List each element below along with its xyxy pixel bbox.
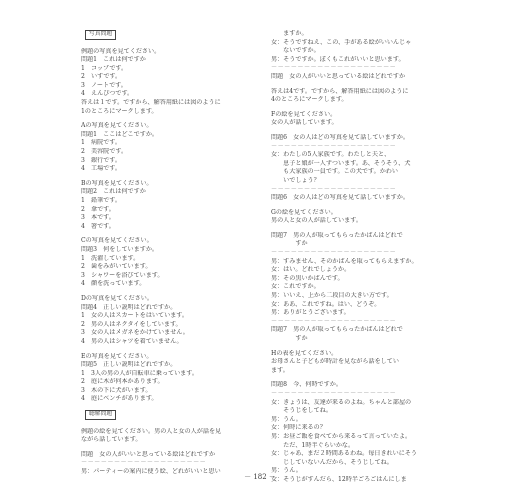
text-line: 男の人と女の人が話しています。	[271, 217, 362, 225]
text-line: 問題7 男の人が取ってもらったかばんはどれで	[271, 326, 403, 334]
text-line: 男：うん。	[271, 415, 302, 423]
text-line: 問題1 これは何ですか	[81, 56, 146, 64]
text-line: 女：ああ、これですね。はい、どうぞ。	[271, 300, 381, 308]
section-label-row	[81, 30, 256, 42]
dashed-rule: －－－－－－－－－－－－－－－－－－－	[271, 389, 397, 397]
text-line: 男：そうですか。ぼくもこれがいいと思います。	[271, 55, 405, 63]
text-line: 2 美容院です。	[81, 148, 128, 156]
text-line: 息子と娘が一人ずついます。あ、そうそう、犬	[271, 159, 411, 167]
text-line: Cの写真を見てください。	[81, 237, 153, 245]
text-line: 女：じゃあ、まだ２時間あるわね。毎日きれいにそう	[271, 450, 418, 458]
text-line: 問題5 正しい説明はどれですか。	[81, 361, 177, 369]
text-line: そうじをしてね。	[271, 407, 332, 415]
text-line: 女：きょうは、友達が来るのよね。ちゃんと部屋の	[271, 398, 412, 406]
text-line: 問題 女の人がいいと思っている絵はどれですか	[81, 450, 216, 458]
text-line: 男：すみません、そのかばんを取ってもらえますか。	[271, 257, 418, 265]
right-column	[271, 30, 446, 485]
text-line: じしていないんだから、そうじしてね。	[271, 458, 393, 466]
text-line: 3 本です。	[81, 214, 115, 222]
text-line: Hの表を見てください。	[271, 349, 338, 357]
text-line: 2 いすです。	[81, 73, 122, 81]
text-line: 男：いいえ、上から二段目の大きい方です。	[271, 292, 393, 300]
text-line: 4 工場です。	[81, 165, 121, 173]
dashed-rule: －－－－－－－－－－－－－－－－－－－	[271, 249, 397, 257]
text-line: すか	[271, 240, 308, 248]
text-line: ますか。	[271, 30, 308, 37]
text-line: Eの写真を見てください。	[81, 352, 153, 360]
text-line: 問題6 女の人はどの写真を見て話していますか。	[271, 133, 409, 141]
text-line: 女：そうじがすんだら、12時半ごろごはんにしま	[271, 475, 407, 483]
dashed-rule: －－－－－－－－－－－－－－－－－－－	[271, 142, 397, 150]
dashed-rule: －－－－－－－－－－－－－－－－－－－	[271, 64, 397, 72]
text-line: 男：うん。	[271, 467, 302, 475]
text-line: 問題1 ここはどこですか。	[81, 130, 159, 138]
text-line: ただ、1時半ぐらいかな。	[271, 441, 355, 449]
section-label: 聴解問題	[85, 410, 116, 420]
text-line: ないですか。	[271, 47, 320, 55]
text-line: 2 庭に木が何本かあります。	[81, 378, 164, 386]
text-line: 女：これですか。	[271, 283, 320, 291]
text-line: すか	[271, 335, 308, 342]
text-line: 問題4 正しい説明はどれですか。	[81, 303, 177, 311]
text-line: 問題6 女の人はどの写真を見て話していますか。	[271, 194, 409, 202]
text-line: 男：パーティーの案内に使う絵、どれがいいと思い	[81, 467, 221, 475]
text-line: 女の人が話しています。	[271, 119, 338, 127]
text-line: 1 鉛筆です。	[81, 197, 121, 204]
text-line: 問題 女の人がいいと思っている絵はどれですか	[271, 72, 406, 80]
text-line: いでしょう？	[271, 176, 320, 184]
text-line: 答えは１です。ですから、解答用紙には図のように	[81, 99, 221, 107]
text-line: 4 男の人はシャツを着ていません。	[81, 337, 183, 345]
text-line: 問題2 これは何ですか	[81, 188, 146, 196]
text-line: 1 コップです。	[81, 64, 128, 72]
text-line: 男：お昼ご飯を食べてから来るって言っていたよ。	[271, 432, 412, 440]
text-line: Bの写真を見てください。	[81, 179, 153, 187]
text-line: 3 銀行です。	[81, 156, 121, 164]
text-line: 4 箸です。	[81, 222, 115, 230]
text-line: ます。	[271, 366, 289, 374]
text-line: 3 シャワーを浴びています。	[81, 271, 164, 279]
page-number: － 182 －	[244, 473, 276, 481]
left-column	[81, 30, 256, 477]
text-line: 2 傘です。	[81, 205, 115, 213]
text-line: 男：ありがとうございます。	[271, 309, 350, 317]
text-line: 2 歯をみがいています。	[81, 263, 152, 271]
text-line: 問題7 男の人が取ってもらったかばんはどれで	[271, 231, 403, 239]
text-line: 例題の絵を見てください。男の人と女の人が話を見	[81, 427, 222, 435]
text-line: 4 顔を洗っています。	[81, 280, 146, 288]
text-line: Gの絵を見てください。	[271, 208, 337, 216]
text-line: 例題の写真を見てください。	[81, 47, 161, 55]
text-line: 答えは4です。ですから、解答用紙には図のように	[271, 87, 409, 95]
text-line: Dの写真を見てください。	[81, 294, 153, 302]
text-line: 女：何時に来るの？	[271, 424, 326, 432]
text-line: お母さんと子どもが時計を見ながら話をしてい	[271, 358, 399, 366]
text-line: 女：はい。どれでしょうか。	[271, 266, 351, 274]
text-line: 女：そうですねえ、この、手がある絵がいいんじゃ	[271, 38, 412, 46]
section-label-row	[81, 410, 256, 422]
text-line: 4のところにマークします。	[271, 96, 348, 104]
text-line: 問題3 何をしていますか。	[81, 245, 159, 253]
text-line: も大家族の一員です。この犬です。かわい	[271, 168, 398, 176]
text-line: 問題8 今、何時ですか。	[271, 381, 342, 389]
section-label: 写真問題	[85, 30, 116, 40]
text-line: 1のところにマークします。	[81, 107, 158, 115]
dashed-rule: －－－－－－－－－－－－－－－－－－－	[271, 185, 397, 193]
text-line: 1 3人の男の人が自転車に乗っています。	[81, 369, 198, 377]
text-line: 女：わたしの5人家族です。わたしと夫と、	[271, 151, 391, 159]
text-line: 4 庭にベンチがあります。	[81, 395, 158, 403]
text-line: 3 女の人はメガネをかけていません。	[81, 329, 189, 337]
text-line: 男：その黒いかばんです。	[271, 274, 344, 282]
text-line: Aの写真を見てください。	[81, 122, 153, 130]
text-line: Fの絵を見てください。	[271, 110, 337, 118]
text-line: ながら話しています。	[81, 436, 142, 444]
text-line: 1 洗濯しています。	[81, 254, 140, 262]
text-line: 1 病院です。	[81, 139, 121, 147]
text-line: 3 木の下に犬がいます。	[81, 386, 152, 394]
dashed-rule: －－－－－－－－－－－－－－－－－－－	[271, 317, 397, 325]
text-line: 3 ノートです。	[81, 81, 127, 89]
text-line: 2 男の人はネクタイをしています。	[81, 320, 182, 328]
text-line: 4 えんぴつです。	[81, 90, 134, 98]
dashed-rule: －－－－－－－－－－－－－－－－－－－	[81, 459, 207, 467]
text-line: 1 女の人はスカートをはいています。	[81, 312, 188, 320]
